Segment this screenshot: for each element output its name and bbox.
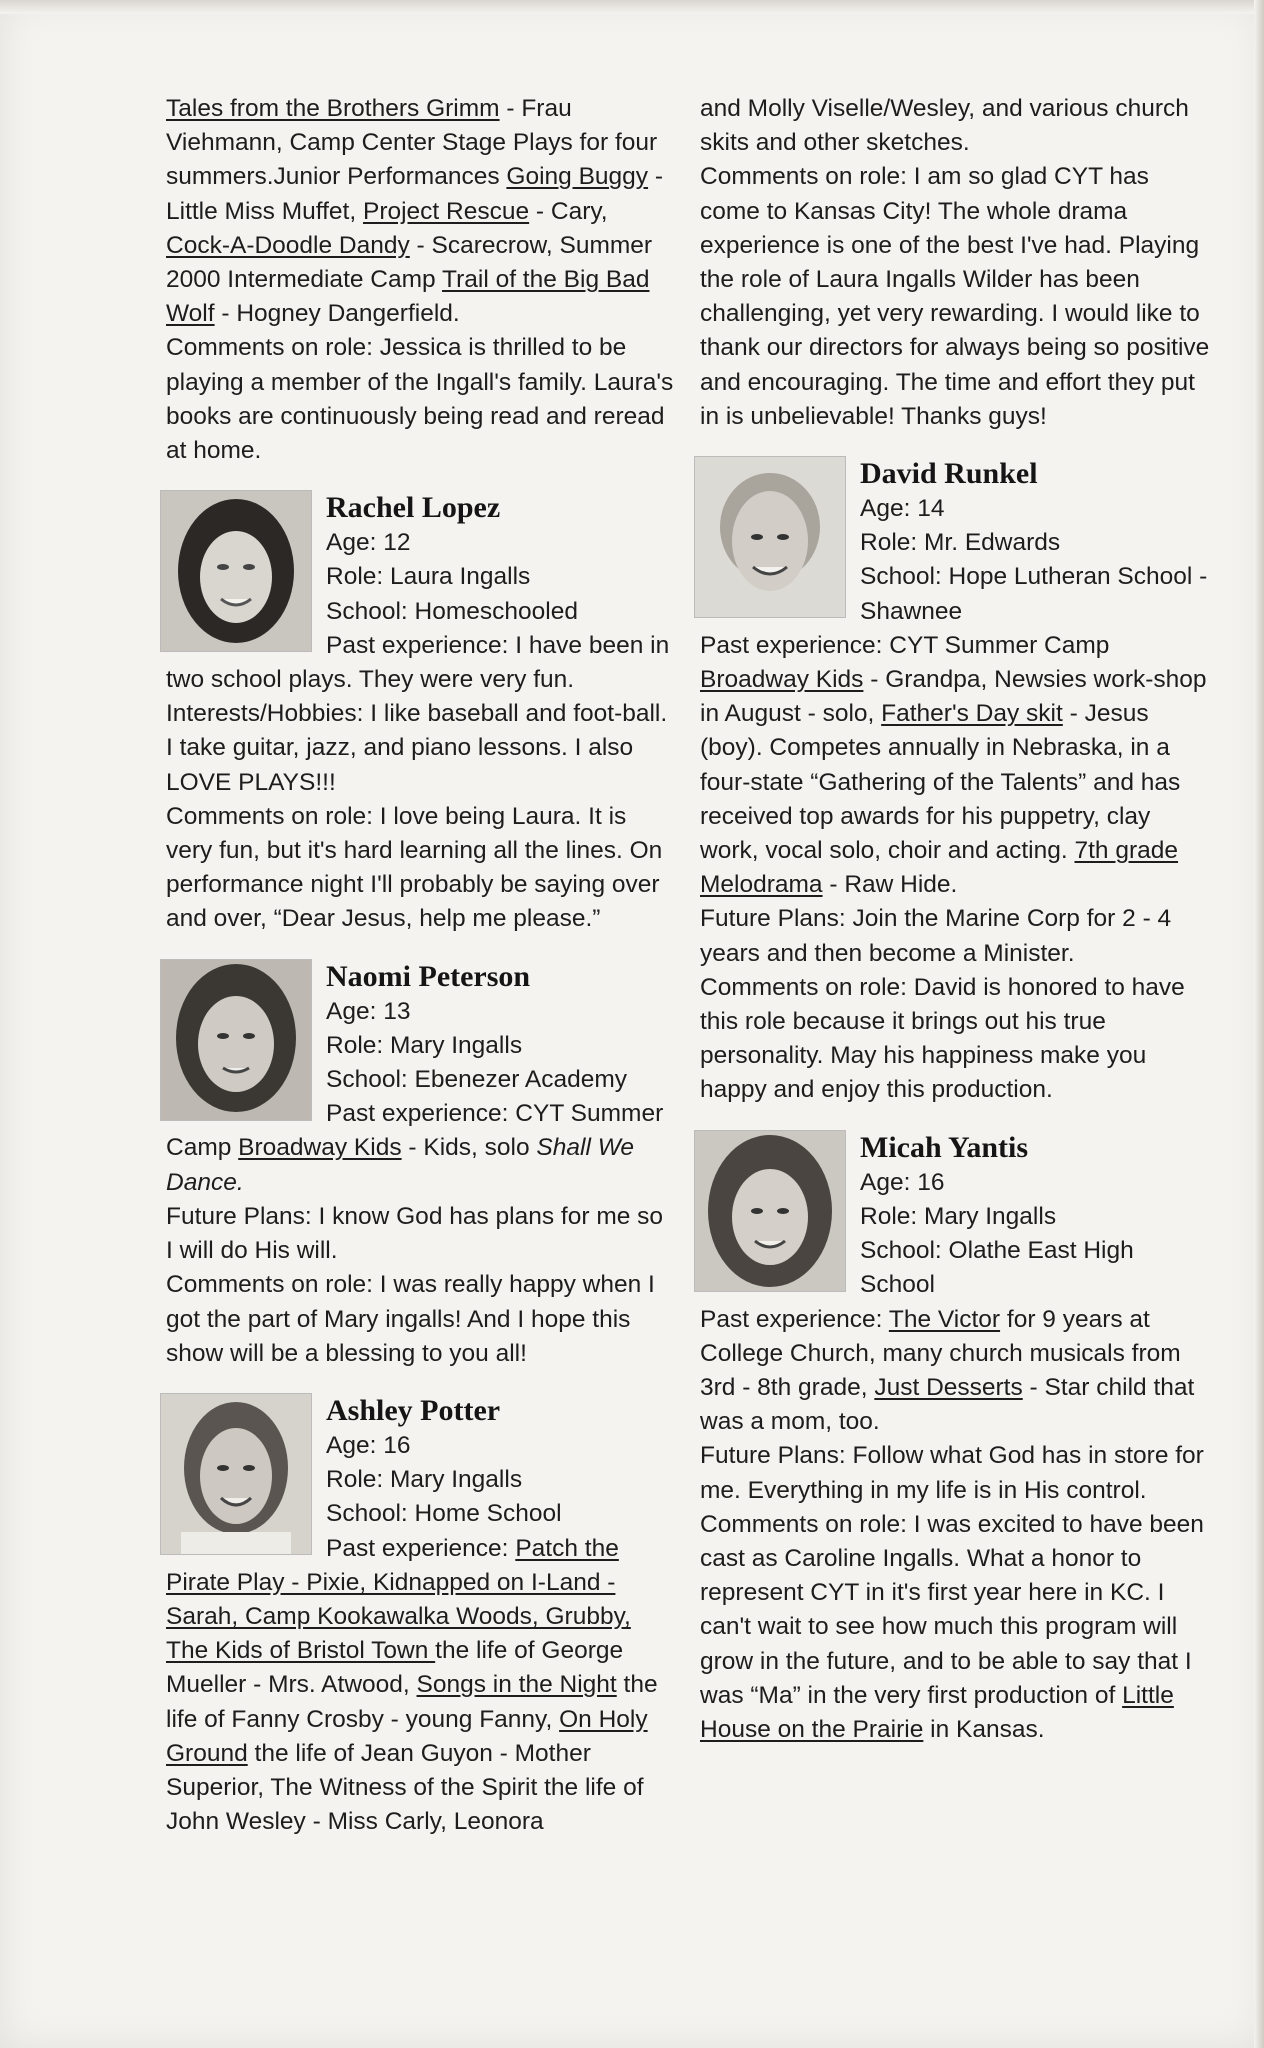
cast-name: David Runkel — [860, 457, 1038, 491]
credit-text: Past experience: CYT Summer Camp — [166, 1100, 664, 1162]
cast-age: Age: 13 — [326, 997, 411, 1025]
credit-text: - Little Miss Muffet, — [166, 163, 664, 225]
credit-text: the life of George Mueller - Mrs. Atwood, — [166, 1637, 624, 1699]
cast-future-plans: Future Plans: Follow what God has in store for me. Everything in my life is in His control. — [700, 1442, 1204, 1504]
credit-text: - Star child that was a mom, too. — [700, 1373, 1195, 1436]
cast-name: Rachel Lopez — [326, 491, 501, 525]
cast-school: School: Olathe East High School — [860, 1237, 1134, 1299]
credit-text: Past experience: — [326, 1534, 516, 1562]
cast-role: Role: Mary Ingalls — [326, 1031, 523, 1059]
credit-text: - Jesus (boy). Competes annually in Nebraska, in a four-state “Gathering of the Talents” and has received top awards for his puppetry, clay work, vocal solo, choir and acting. — [700, 700, 1181, 865]
profile-rachel-lopez — [166, 490, 676, 936]
show-title: Patch the Pirate Play - Pixie, Kidnapped on I-Land - Sarah, Camp Kookawalka Woods, Grubby, The Kids of Bristol Town — [166, 1534, 631, 1665]
show-title: On Holy Ground — [166, 1705, 648, 1767]
show-title: Broadway Kids — [700, 666, 864, 694]
show-title: Project Rescue — [362, 197, 530, 225]
credit-text: Comments on role: I was excited to have been cast as Caroline Ingalls. What a honor to represent CYT in it's first year here in KC. I can't wait to see how much this program will grow in the future, and to be able to say that I was “Ma” in the very first production of — [700, 1510, 1204, 1709]
credit-text: - Scarecrow, Summer 2000 Intermediate Camp — [166, 231, 653, 294]
right-column — [700, 92, 1210, 1747]
cast-name: Micah Yantis — [860, 1130, 1029, 1164]
intro-comments: Comments on role: Jessica is thrilled to be playing a member of the Ingall's family. Laura's books are continuously being read and reread at home. — [166, 334, 674, 465]
cast-comments — [700, 1508, 1210, 1747]
credit-text: - Grandpa, Newsies work-shop in August - solo, — [700, 666, 1207, 728]
profile-ashley-potter — [166, 1393, 676, 1839]
cast-school: School: Homeschooled — [326, 597, 578, 625]
cast-past-experience — [166, 1532, 676, 1840]
cast-interests: Interests/Hobbies: I like baseball and foot-ball. I take guitar, jazz, and piano lessons. I also LOVE PLAYS!!! — [166, 700, 668, 796]
cast-comments: Comments on role: I was really happy when I got the part of Mary ingalls! And I hope this show will be a blessing to you all! — [166, 1271, 655, 1367]
show-title: The Victor — [888, 1305, 1001, 1333]
profile-micah-yantis — [700, 1130, 1210, 1747]
credit-text: for 9 years at College Church, many church musicals from 3rd - 8th grade, — [700, 1305, 1181, 1401]
cast-school: School: Home School — [326, 1500, 562, 1528]
cast-school: School: Hope Lutheran School - Shawnee — [860, 563, 1208, 625]
show-title: Trail of the Big Bad Wolf — [166, 266, 650, 328]
cast-name: Naomi Peterson — [326, 959, 531, 993]
intro-credits — [166, 92, 676, 331]
credit-text: - Kids, solo — [401, 1134, 537, 1162]
show-title: Father's Day skit — [881, 700, 1063, 728]
cast-role: Role: Mr. Edwards — [860, 529, 1061, 557]
credit-text: in Kansas. — [923, 1715, 1045, 1743]
profile-naomi-peterson — [166, 959, 676, 1371]
cast-age: Age: 16 — [860, 1168, 945, 1196]
credit-text: - Frau Viehmann, Camp Center Stage Plays for four summers.Junior Performances — [166, 95, 658, 191]
show-title: Cock-A-Doodle Dandy — [166, 231, 410, 259]
cast-role: Role: Laura Ingalls — [326, 563, 531, 591]
cast-role: Role: Mary Ingalls — [326, 1466, 523, 1494]
show-title: Tales from the Brothers Grimm — [166, 95, 500, 122]
headshot-photo — [160, 490, 312, 652]
left-column — [166, 92, 676, 1839]
cast-past-experience — [700, 1303, 1210, 1440]
cast-school: School: Ebenezer Academy — [326, 1066, 627, 1094]
continued-comments: Comments on role: I am so glad CYT has come to Kansas City! The whole drama experience is one of the best I've had. Playing the role of Laura Ingalls Wilder has been challenging, yet very rewarding. I would like to thank our directors for always being so positive and encouraging. The time and effort they put in is unbelievable! Thanks guys! — [700, 163, 1210, 430]
song-title: Shall We Dance. — [166, 1134, 634, 1196]
profile-david-runkel — [700, 456, 1210, 1108]
credit-text: Past experience: CYT Summer Camp — [700, 631, 1110, 659]
headshot-photo — [694, 1130, 846, 1292]
cast-past-experience — [700, 629, 1210, 903]
continued-credits: and Molly Viselle/Wesley, and various church skits and other sketches. — [700, 95, 1189, 157]
credit-text: Past experience: — [700, 1305, 889, 1333]
headshot-photo — [160, 1393, 312, 1555]
show-title: Just Desserts — [874, 1373, 1023, 1401]
show-title: Broadway Kids — [238, 1134, 402, 1162]
cast-age: Age: 12 — [326, 529, 411, 557]
page-edge-top — [0, 0, 1264, 14]
show-title: 7th grade Melodrama — [700, 837, 1179, 899]
cast-comments: Comments on role: I love being Laura. It is very fun, but it's hard learning all the lines. On performance night I'll probably be saying over and over, “Dear Jesus, help me please.” — [166, 802, 663, 933]
cast-comments: Comments on role: David is honored to have this role because it brings out his true personality. May his happiness make you happy and enjoy this production. — [700, 973, 1185, 1104]
credit-text: the life of Fanny Crosby - young Fanny, — [166, 1671, 658, 1733]
credit-text: - Raw Hide. — [822, 871, 958, 899]
show-title: Going Buggy — [506, 163, 649, 191]
cast-future-plans: Future Plans: Join the Marine Corp for 2 - 4 years and then become a Minister. — [700, 905, 1172, 967]
cast-past-experience: Past experience: I have been in two school plays. They were very fun. — [166, 631, 670, 694]
credit-text: - Hogney Dangerfield. — [214, 300, 460, 328]
credit-text: - Cary, — [529, 197, 608, 225]
show-title: Songs in the Night — [416, 1671, 617, 1699]
cast-age: Age: 16 — [326, 1431, 411, 1459]
cast-age: Age: 14 — [860, 495, 945, 523]
page-edge-right — [1254, 0, 1264, 2048]
headshot-photo — [160, 959, 312, 1121]
credit-text: the life of Jean Guyon - Mother Superior, The Witness of the Spirit the life of John Wesley - Miss Carly, Leonora — [166, 1739, 644, 1836]
headshot-photo — [694, 456, 846, 618]
cast-name: Ashley Potter — [326, 1393, 501, 1427]
cast-future-plans: Future Plans: I know God has plans for me so I will do His will. — [166, 1202, 664, 1265]
show-title: Little House on the Prairie — [700, 1681, 1174, 1743]
cast-role: Role: Mary Ingalls — [860, 1202, 1057, 1230]
